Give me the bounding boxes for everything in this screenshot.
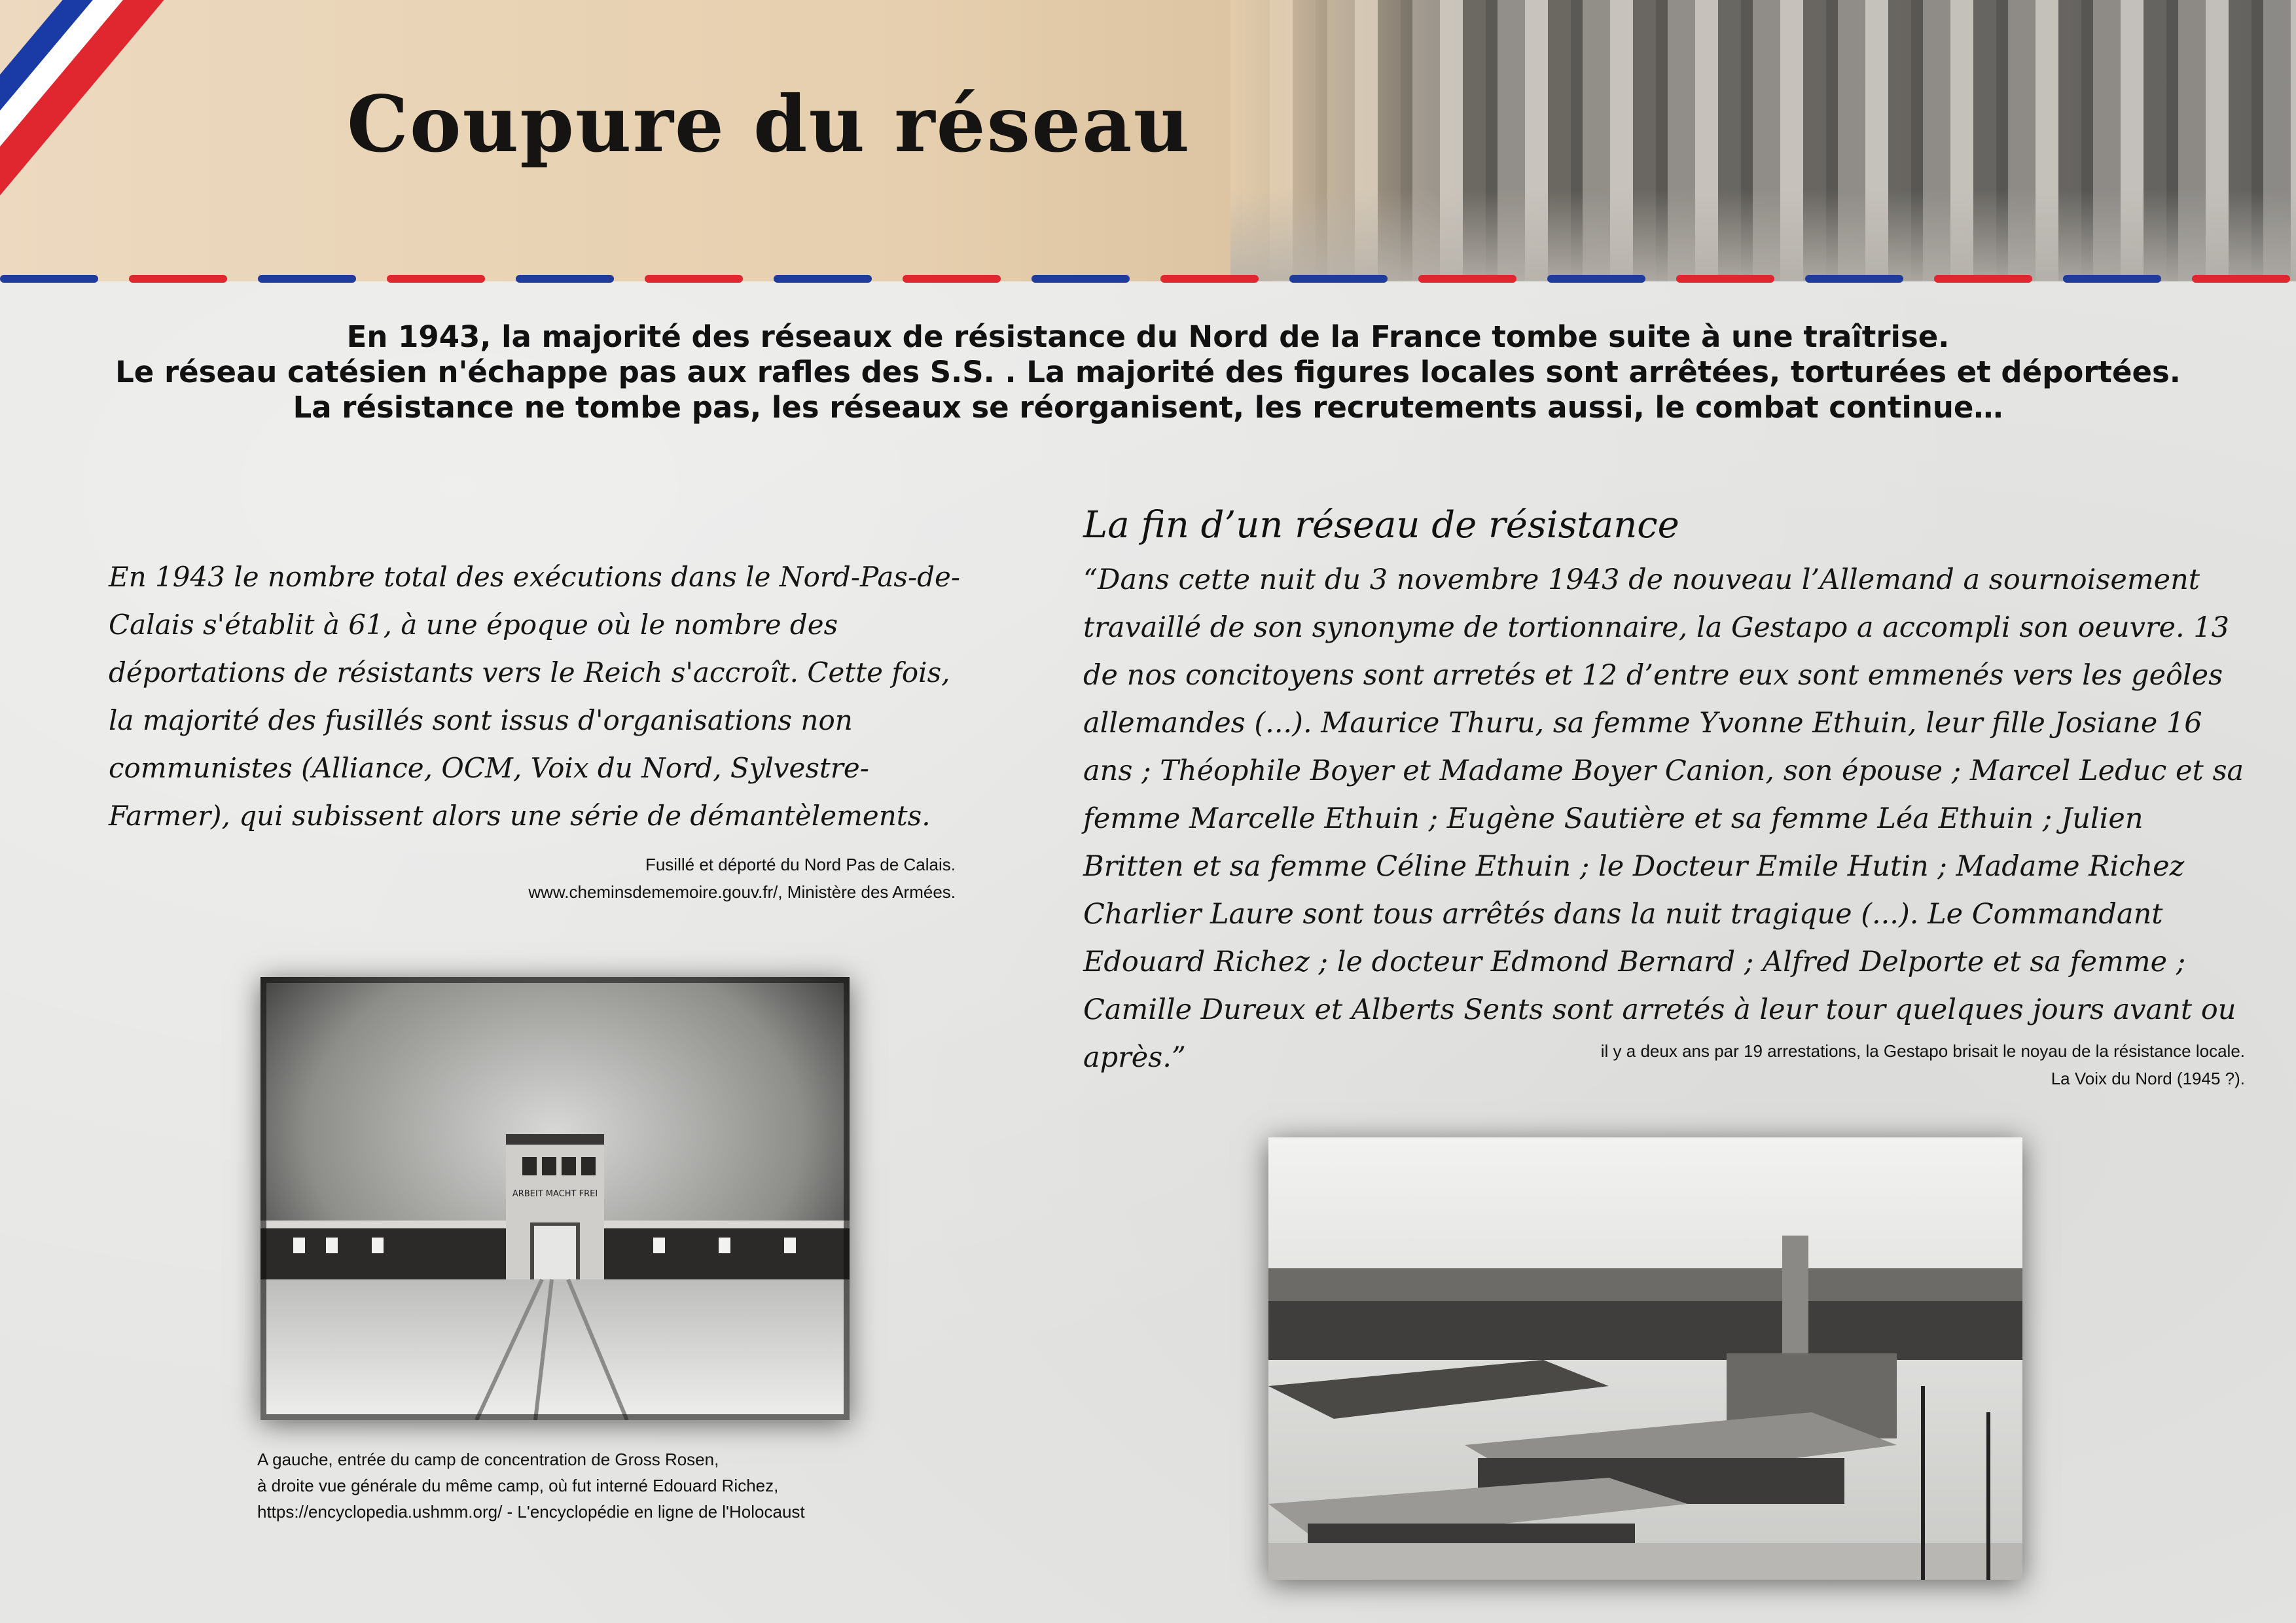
intro-line: En 1943, la majorité des réseaux de résistance du Nord de la France tombe suite à une traîtrise.	[346, 319, 1950, 354]
border-dash	[1289, 275, 1388, 283]
source-line: il y a deux ans par 19 arrestations, la Gestapo brisait le noyau de la résistance locale.	[1600, 1041, 2245, 1061]
caption-line: à droite vue générale du même camp, où fut interné Edouard Richez,	[257, 1476, 779, 1495]
intro-line: Le réseau catésien n'échappe pas aux rafles des S.S. . La majorité des figures locales sont arrêtées, torturées et déportées.	[115, 355, 2181, 389]
border-dash	[903, 275, 1001, 283]
border-dash	[129, 275, 227, 283]
border-dash	[1418, 275, 1516, 283]
source-line: La Voix du Nord (1945 ?).	[2051, 1069, 2245, 1088]
border-dash	[645, 275, 743, 283]
camp-gate-photo	[260, 977, 850, 1420]
border-dash	[1676, 275, 1774, 283]
arrests-quote: “Dans cette nuit du 3 novembre 1943 de nouveau l’Allemand a sournoisement travaillé de son synonyme de tortionnaire, la Gestapo a accompli son oeuvre. 13 de nos concitoyens sont arretés et 12 d’entre eux sont emmenés vers les geôles allemandes (...). Maurice Thuru, sa femme Yvonne Ethuin, leur fille Josiane 16 ans ; Théophile Boyer et Madame Boyer Canion, son épouse ; Marcel Leduc et sa femme Marcelle Ethuin ; Eugène Sautière et sa femme Léa Ethuin ; Julien Britten et sa femme Céline Ethuin ; le Docteur Emile Hutin ; Madame Richez Charlier Laure sont tous arrêtés dans la nuit tragique (...). Le Commandant Edouard Richez ; le docteur Edmond Bernard ; Alfred Delporte et sa femme ; Camille Dureux et Alberts Sents sont arretés à leur tour quelques jours avant ou après.”	[1083, 563, 2244, 1074]
border-dash	[387, 275, 485, 283]
border-dash	[1805, 275, 1903, 283]
border-dash	[2192, 275, 2290, 283]
liberation-street-photo	[1230, 0, 2296, 281]
border-dash	[1934, 275, 2032, 283]
border-dash	[2063, 275, 2161, 283]
border-dash	[0, 275, 98, 283]
caption-line: A gauche, entrée du camp de concentration de Gross Rosen,	[257, 1450, 719, 1469]
section-title: La fin d’un réseau de résistance	[1083, 504, 1679, 546]
intro-text	[79, 319, 2217, 425]
border-dash	[1031, 275, 1130, 283]
border-dash	[516, 275, 614, 283]
camp-overview-photo	[1268, 1137, 2022, 1580]
source-line: www.cheminsdememoire.gouv.fr/, Ministère des Armées.	[528, 882, 956, 902]
gate-sign: ARBEIT MACHT FREI	[512, 1189, 598, 1199]
caption-line: https://encyclopedia.ushmm.org/ - L'encyclopédie en ligne de l'Holocaust	[257, 1502, 805, 1522]
source-line: Fusillé et déporté du Nord Pas de Calais.	[645, 855, 956, 874]
border-dash	[1160, 275, 1259, 283]
photo-caption	[257, 1446, 912, 1525]
left-source	[393, 851, 956, 906]
border-dash	[258, 275, 356, 283]
border-dash	[1547, 275, 1645, 283]
airmail-dash-border	[0, 274, 2296, 284]
page-title: Coupure du réseau	[347, 79, 1191, 169]
executions-quote: En 1943 le nombre total des exécutions dans le Nord-Pas-de-Calais s'établit à 61, à une époque où le nombre des déportations de résistants vers le Reich s'accroît. Cette fois, la majorité des fusillés sont issus d'organisations non communistes (Alliance, OCM, Voix du Nord, Sylvestre-Farmer), qui subissent alors une série de démantèlements.	[109, 561, 961, 832]
intro-line: La résistance ne tombe pas, les réseaux se réorganisent, les recrutements aussi, le combat continue…	[293, 390, 2003, 425]
border-dash	[774, 275, 872, 283]
tricolor-ribbon	[0, 0, 223, 301]
right-source	[1309, 1037, 2245, 1092]
